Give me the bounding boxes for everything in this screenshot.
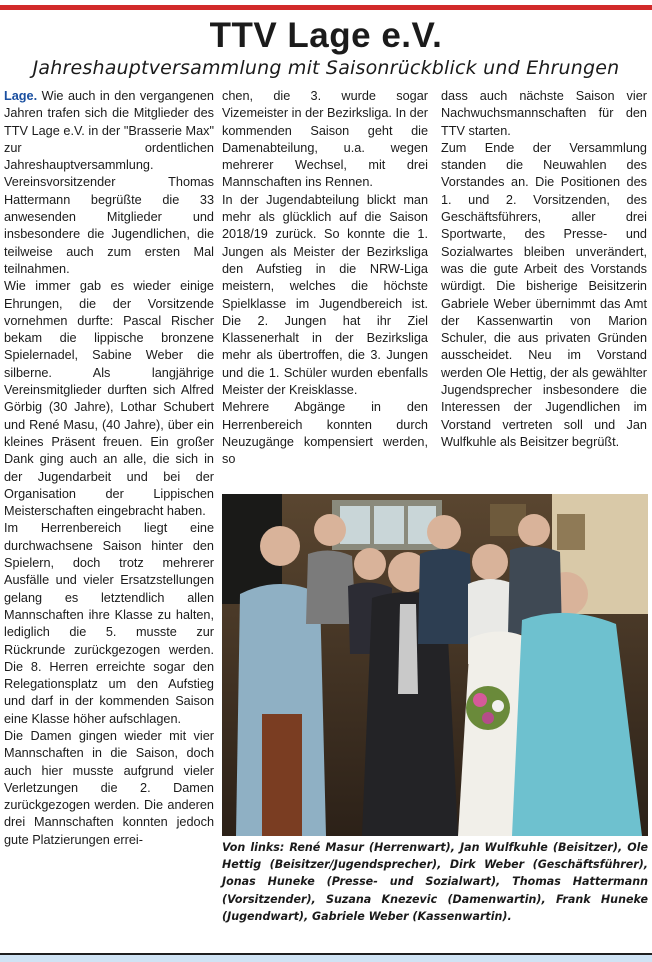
article-paragraph: Wie immer gab es wieder einige Ehrungen, die der Vorsitzende vornehmen durfte: Pascal Rischer bekam die lippische bronzene Spielernadel, Sabine Weber die silberne. Als langjährige Vereinsmitglieder durften sich Alfred Görbig (30 Jahre), Lothar Schubert und René Masu, (40 Jahre), über ein kleines Präsent freuen. Ein großer Dank ging auch an alle, die sich in der Jugendarbeit und bei der Organisation der Lippischen Meisterschaften eingebracht haben.: [4, 279, 214, 519]
article-paragraph: chen, die 3. wurde sogar Vizemeister in der Bezirksliga. In der kommenden Saison geht die Damenabteilung, u.a. wegen mehrerer Wechsel, mit drei Mannschaften ins Rennen.: [222, 89, 428, 190]
article-paragraph: Zum Ende der Versammlung standen die Neuwahlen des Vorstandes an. Die Positionen des 1. und 2. Vorsitzenden, des Geschäftsführers, aller drei Sportwarte, des Presse- und Sozialwartes bleiben unverändert, was die gute Arbeit des Vorstands würdigt. Die bisherige Beisitzerin Gabriele Weber übernimmt das Amt der Kassenwartin von Marion Schuler, die aus privaten Gründen ausscheidet. Neu im Vorstand werden Ole Hettig, der als gewählter Jugendsprecher insbesondere die Interessen der Jugendlichen im Vorstand vertreten soll und Jan Wulfkuhle als Beisitzer begrüßt.: [441, 140, 647, 449]
article-paragraph: Mehrere Abgänge in den Herrenbereich konnten durch Neuzugänge kompensiert werden, so: [222, 400, 428, 467]
article-column-2: [222, 88, 428, 469]
article-paragraph: [4, 88, 214, 278]
article-paragraph: Die Damen gingen wieder mit vier Mannschaften in die Saison, doch auch hier musste aufgrund vieler Verletzungen die 2. Damen zurückgezogen werden. Die anderen drei Mannschaften konnten jedoch gute Platzierungen errei-: [4, 728, 214, 847]
top-accent-bar: [0, 5, 652, 10]
photo-caption: Von links: René Masur (Herrenwart), Jan Wulfkuhle (Beisitzer), Ole Hettig (Beisitzer/Jugendsprecher), Dirk Weber (Geschäftsführer), Jonas Huneke (Presse- und Sozialwart), Thomas Hattermann (Vorsitzender), Suzana Knezevic (Damenwartin), Frank Huneke (Jugendwart), Gabriele Weber (Kassenwartin).: [222, 841, 648, 923]
group-photo: [222, 494, 648, 836]
article-column-1: [4, 88, 214, 849]
bottom-accent-bar: [0, 953, 652, 962]
article-paragraph: In der Jugendabteilung blickt man mehr als glücklich auf die Saison 2018/19 zurück. So konnte die 1. Jungen als Meister der Bezirksliga den Aufstieg in die NRW-Liga meistern, welches die höchste Spielklasse im Jugendbereich ist. Die 2. Jungen hat ihr Ziel Klassenerhalt in der Bezirksliga mehr als übertroffen, die 3. Jungen und die 1. Schüler wurden ebenfalls Meister der Kreisklasse.: [222, 192, 428, 398]
paragraph-text: Wie auch in den vergangenen Jahren trafen sich die Mitglieder des TTV Lage e.V. in der "Brasserie Max" zur ordentlichen Jahreshauptversammlung. Vereinsvorsitzender Thomas Hattermann begrüßte die 33 anwesenden Mitglieder und insbesondere die Jugendlichen, die teilweise auch zum ersten Mal teilnahmen.: [4, 89, 214, 276]
article-paragraph: Im Herrenbereich liegt eine durchwachsene Saison hinter den Spielern, doch trotz mehrerer Ausfälle und vieler Ersatzstellungen gelang es letztendlich allen Mannschaften ihre Klasse zu halten, lediglich die 5. musste zur Rückrunde zurückgezogen werden. Die 8. Herren erreichte sogar den Relegationsplatz um den Aufstieg und darf in der kommenden Saison eine Klasse höher aufschlagen.: [4, 521, 214, 726]
page-subtitle: Jahreshauptversammlung mit Saisonrückblick und Ehrungen: [32, 57, 620, 79]
article-column-3: [441, 88, 647, 451]
dateline: Lage.: [4, 89, 38, 103]
article-paragraph: dass auch nächste Saison vier Nachwuchsmannschaften für den TTV starten.: [441, 89, 647, 138]
page-title: TTV Lage e.V.: [209, 16, 443, 55]
